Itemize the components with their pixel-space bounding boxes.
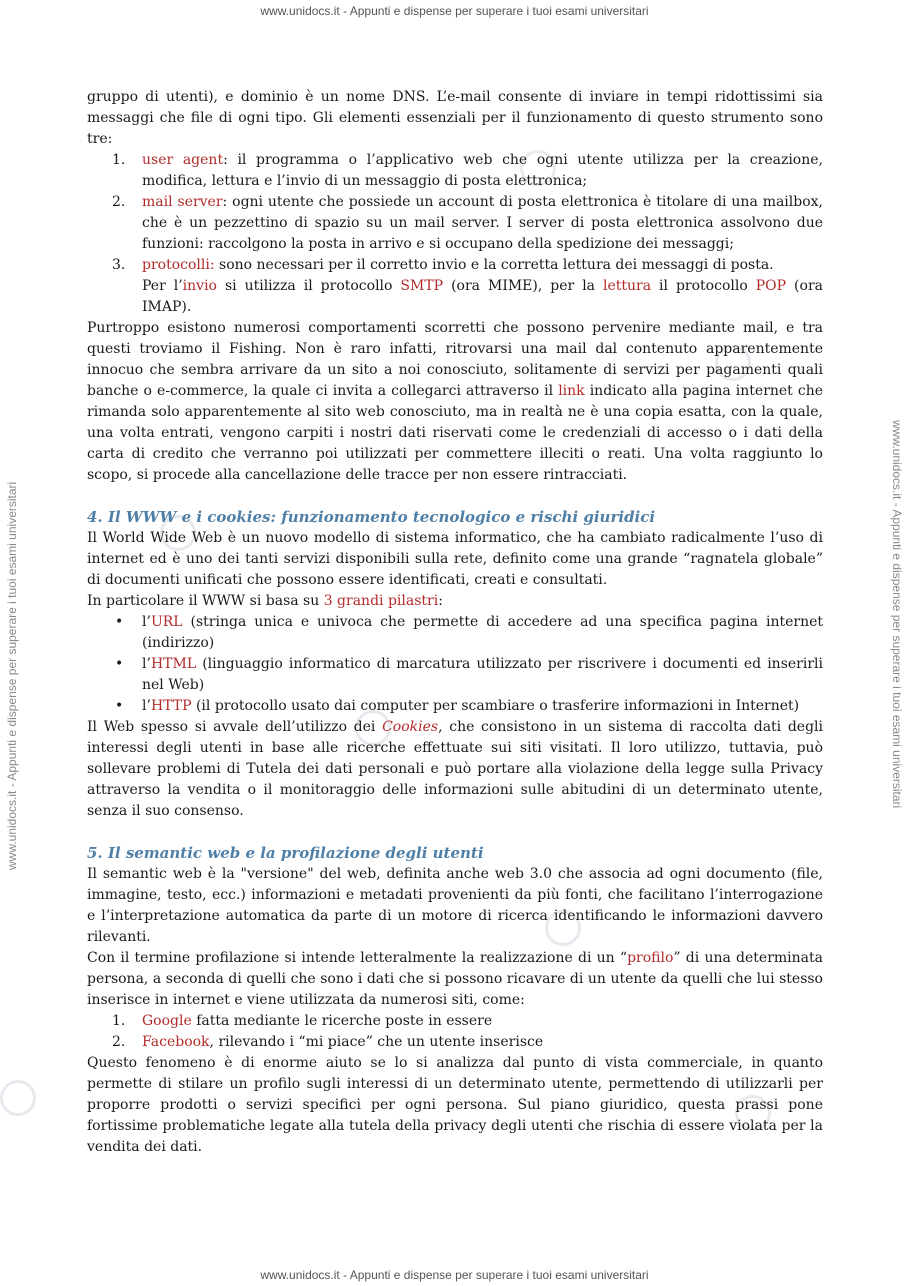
highlight-term: POP bbox=[755, 278, 787, 294]
list-term: mail server bbox=[142, 194, 223, 210]
watermark-banner-bottom: www.unidocs.it - Appunti e dispense per superare i tuoi esami universitari bbox=[260, 1268, 649, 1282]
paragraph bbox=[87, 717, 823, 822]
text-run: il protocollo bbox=[651, 278, 756, 294]
text-run: , che consistono in un sistema di raccolta dati degli interessi degli utenti in base alle ricerche effettuate sui siti visitati. Il loro utilizzo, tuttavia, può sollevare problemi di Tutela dei dati personali e può portare alla violazione della legge sulla Privacy attraverso la vendita o il monitoraggio delle informazioni sulle abitudini di un determinato utente, senza il suo consenso. bbox=[87, 719, 823, 819]
document-body bbox=[87, 87, 823, 1158]
list-item bbox=[87, 696, 823, 717]
text-run: Il Web spesso si avvale dell’utilizzo dei bbox=[87, 719, 383, 735]
list-item bbox=[87, 1032, 823, 1053]
text-run: Con il termine profilazione si intende letteralmente la realizzazione di un “ bbox=[87, 950, 628, 966]
paragraph bbox=[87, 318, 823, 486]
watermark-side-right: www.unidocs.it - Appunti e dispense per superare i tuoi esami universitari bbox=[890, 420, 904, 809]
text-run: Per l’ bbox=[142, 278, 183, 294]
list-item bbox=[87, 612, 823, 654]
list-term: Facebook bbox=[142, 1034, 210, 1050]
text-run: si utilizza il protocollo bbox=[216, 278, 401, 294]
www-pillars-list bbox=[87, 612, 823, 717]
profiling-sites-list bbox=[87, 1011, 823, 1053]
highlight-term: link bbox=[558, 383, 585, 399]
list-term: Google bbox=[142, 1013, 192, 1029]
paragraph: Il World Wide Web è un nuovo modello di sistema informatico, che ha cambiato radicalmente l’uso di internet ed è uno dei tanti servizi disponibili sulla rete, definito come una grande “ragnatela globale” di documenti unificati che possono essere identificati, creati e consultati. bbox=[87, 530, 823, 588]
bullet-marker: • bbox=[115, 614, 124, 630]
paragraph: Questo fenomeno è di enorme aiuto se lo si analizza dal punto di vista commerciale, in quanto permette di stilare un profilo sugli interessi di un determinato utente, permettendo di utilizzarli per proporre prodotti o servizi specifici per ogni persona. Sul piano giuridico, questa prassi pone fortissime problematiche legate alla tutela della privacy degli utenti che rischia di essere violata per la vendita dei dati. bbox=[87, 1055, 823, 1155]
watermark-side-left: www.unidocs.it - Appunti e dispense per superare i tuoi esami universitari bbox=[5, 481, 19, 870]
watermark-logo-icon bbox=[0, 1080, 36, 1116]
list-item bbox=[87, 1011, 823, 1032]
text-run: l’ bbox=[142, 698, 151, 714]
text-run: In particolare il WWW si basa su bbox=[87, 593, 324, 609]
highlight-term: 3 grandi pilastri bbox=[323, 593, 439, 609]
list-item bbox=[87, 654, 823, 696]
list-term: URL bbox=[150, 614, 183, 630]
highlight-term: invio bbox=[182, 278, 217, 294]
list-term: HTTP bbox=[150, 698, 192, 714]
watermark-banner-top: www.unidocs.it - Appunti e dispense per superare i tuoi esami universitari bbox=[260, 4, 649, 18]
list-item bbox=[87, 255, 823, 276]
list-marker: 2. bbox=[112, 1034, 126, 1050]
protocol-line bbox=[87, 276, 823, 318]
bullet-marker: • bbox=[115, 656, 124, 672]
list-item bbox=[87, 192, 823, 255]
text-run: indicato alla pagina internet che rimanda solo apparentemente al sito web conosciuto, ma in realtà ne è una copia esatta, con la quale, una volta entrati, vengono carpiti i nostri dati riservati come le credenziali di accesso o i dati della carta di credito che verranno poi utilizzati per commettere illeciti o reati. Una volta raggiunto lo scopo, si procede alla cancellazione delle tracce per non essere rintracciati. bbox=[87, 383, 824, 483]
list-item bbox=[87, 150, 823, 192]
paragraph: Il semantic web è la "versione" del web, definita anche web 3.0 che associa ad ogni documento (file, immagine, testo, ecc.) informazioni e metadati provenienti da più fonti, che facilitano l’interrogazione e l’interpretazione automatica da parte di un motore di ricerca identificando le informazioni davvero rilevanti. bbox=[87, 866, 823, 945]
list-text: : il programma o l’applicativo web che ogni utente utilizza per la creazione, modifica, lettura e l’invio di un messaggio di posta elettronica; bbox=[142, 152, 823, 189]
list-marker: 1. bbox=[112, 1013, 126, 1029]
list-text: (linguaggio informatico di marcatura utilizzato per riscrivere i documenti ed inserirli nel Web) bbox=[142, 656, 823, 693]
list-text: : ogni utente che possiede un account di posta elettronica è titolare di una mailbox, che è un pezzettino di spazio su un mail server. I server di posta elettronica assolvono due funzioni: raccolgono la posta in arrivo e si occupano della spedizione dei messaggi; bbox=[142, 194, 824, 252]
section-heading: 4. Il WWW e i cookies: funzionamento tecnologico e rischi giuridici bbox=[87, 508, 656, 526]
list-term: HTML bbox=[150, 656, 197, 672]
email-elements-list bbox=[87, 150, 823, 318]
paragraph: gruppo di utenti), e dominio è un nome DNS. L’e-mail consente di inviare in tempi ridottissimi sia messaggi che file di ogni tipo. Gli elementi essenziali per il funzionamento di questo strumento sono tre: bbox=[87, 89, 823, 147]
list-text: fatta mediante le ricerche poste in essere bbox=[191, 1013, 493, 1029]
list-term: protocolli: bbox=[142, 257, 215, 273]
highlight-term: lettura bbox=[603, 278, 652, 294]
text-run: (ora MIME), per la bbox=[443, 278, 603, 294]
text-run: Purtroppo esistono numerosi comportamenti scorretti che possono pervenire mediante mail, e tra questi troviamo il Fishing. Non è raro infatti, ritrovarsi una mail dal contenuto apparentemente innocuo che sembra arrivare da un sito a noi conosciuto, solitamente di servizi per pagamenti quali banche o e-commerce, la quale ci invita a collegarci attraverso il bbox=[87, 320, 823, 399]
highlight-term: profilo bbox=[627, 950, 674, 966]
list-term: user agent bbox=[142, 152, 224, 168]
section-heading: 5. Il semantic web e la profilazione degli utenti bbox=[87, 844, 484, 862]
list-marker: 2. bbox=[112, 194, 126, 210]
text-run: (ora IMAP). bbox=[142, 278, 823, 315]
list-text: sono necessari per il corretto invio e la corretta lettura dei messaggi di posta. bbox=[214, 257, 774, 273]
list-text: (il protocollo usato dai computer per scambiare o trasferire informazioni in Internet) bbox=[191, 698, 800, 714]
text-run: ” di una determinata persona, a seconda di quelli che sono i dati che si possono ricavare di un utente da quelli che lui stesso inserisce in internet e viene utilizzata da numerosi siti, come: bbox=[87, 950, 823, 1008]
bullet-marker: • bbox=[115, 698, 124, 714]
list-marker: 1. bbox=[112, 152, 126, 168]
text-run: l’ bbox=[142, 656, 151, 672]
highlight-term: SMTP bbox=[400, 278, 444, 294]
list-marker: 3. bbox=[112, 257, 126, 273]
text-run: : bbox=[438, 593, 443, 609]
highlight-term: Cookies bbox=[382, 719, 439, 735]
list-text: (stringa unica e univoca che permette di accedere ad una specifica pagina internet (indirizzo) bbox=[142, 614, 823, 651]
list-text: , rilevando i “mi piace” che un utente inserisce bbox=[209, 1034, 544, 1050]
paragraph bbox=[87, 591, 823, 612]
paragraph bbox=[87, 948, 823, 1011]
text-run: l’ bbox=[142, 614, 151, 630]
